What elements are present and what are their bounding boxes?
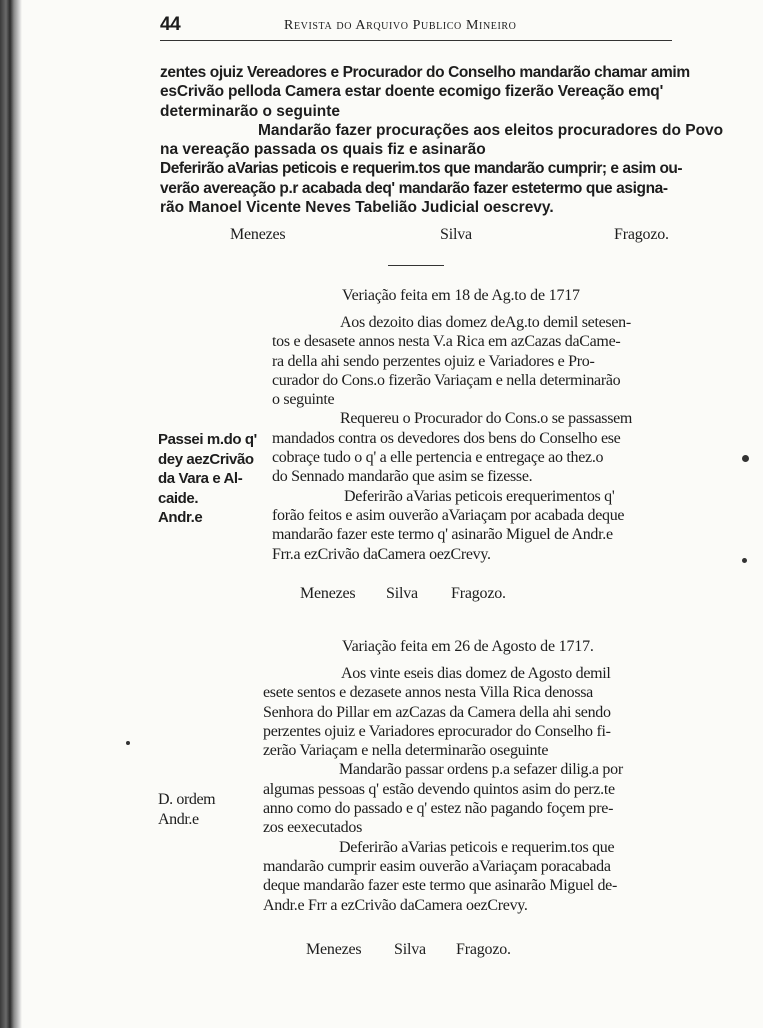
text-line: Deferirão aVarias peticois e requerim.tos que: [339, 838, 615, 856]
header-rule: [160, 40, 672, 41]
margin-note-line: D. ordem: [158, 791, 216, 808]
text-line: Frr.a ezCrivão daCamera oezCrevy.: [272, 545, 491, 563]
text-line: curador do Cons.o fizerão Variaçam e nella determinarão: [272, 371, 621, 389]
margin-note-line: Andr.e: [158, 810, 199, 828]
block1-text: [160, 63, 724, 217]
section-divider: [388, 265, 444, 266]
signature-menezes: Menezes: [300, 585, 356, 602]
text-line: zerão Variaçam e nella determinarão oseguinte: [263, 742, 549, 760]
text-line: cobraçe tudo o q' a elle pertencia e entregaçe ao thez.o: [272, 449, 604, 467]
text-line: Requereu o Procurador do Cons.o se passassem: [340, 410, 633, 428]
page-number: 44: [160, 14, 181, 35]
text-line: na vereação passada os quais fiz e asinarão: [160, 141, 486, 159]
text-line: Mandarão passar ordens p.a sefazer dilig.a por: [339, 761, 623, 779]
text-line: mandados contra os devedores dos bens do Conselho ese: [272, 429, 621, 447]
margin-note-line: Andr.e: [158, 509, 203, 526]
block2-heading: Veriação feita em 18 de Ag.to de 1717: [342, 287, 580, 304]
text-line: determinarão o seguinte: [160, 102, 341, 120]
scan-speck: [742, 455, 749, 462]
running-title: Revista do Arquivo Publico Mineiro: [284, 18, 517, 33]
text-line: Deferirão aVarias peticois e requerim.tos que mandarão cumprir; e asim ou-: [160, 160, 683, 178]
text-line: deque mandarão fazer este termo que asinarão Miguel de-: [263, 877, 617, 895]
text-line: ra della ahi sendo perzentes ojuiz e Variadores e Pro-: [272, 352, 595, 370]
text-line: forão feitos e asim ouverão aVariaçam por acabada deque: [272, 506, 625, 524]
signature-fragozo: Fragozo.: [451, 585, 506, 602]
block3-heading: Variação feita em 26 de Agosto de 1717.: [342, 638, 594, 655]
block3-text: [263, 664, 673, 915]
text-line: anno como do passado e q' estez não pagando foçem pre-: [263, 800, 614, 818]
scan-speck: [126, 741, 130, 745]
text-line: Aos vinte eseis dias domez de Agosto demil: [341, 665, 611, 682]
text-line: esete sentos e dezasete annos nesta Villa Rica denossa: [263, 684, 593, 702]
margin-note-line: Passei m.do q': [158, 431, 257, 448]
page-header: [160, 14, 670, 42]
signature-menezes: Menezes: [230, 226, 286, 243]
text-line: algumas pessoas q' estão devendo quintos asim do perz.te: [263, 780, 615, 798]
block2-text: [272, 313, 672, 564]
text-line: Andr.e Frr a ezCrivão daCamera oezCrevy.: [263, 896, 528, 914]
block2-margin-note: [158, 430, 268, 528]
signature-silva: Silva: [440, 226, 472, 243]
text-line: esCrivão pelloda Camera estar doente ecomigo fizerão Vereação emq': [160, 83, 664, 101]
text-line: mandarão cumprir easim ouverão aVariaçam poracabada: [263, 857, 611, 875]
text-line: tos e desasete annos nesta V.a Rica em azCazas daCame-: [272, 333, 621, 351]
block3-margin-note: [158, 790, 258, 829]
text-line: perzentes ojuiz e Variadores eprocurador do Conselho fi-: [263, 722, 611, 740]
signature-fragozo: Fragozo.: [614, 226, 669, 243]
text-line: do Sennado mandarão que asim se fizesse.: [272, 468, 533, 486]
signature-silva: Silva: [386, 585, 418, 602]
text-line: o seguinte: [272, 391, 335, 409]
margin-note-line: dey aezCrivão: [158, 450, 254, 468]
text-line: Aos dezoito dias domez deAg.to demil setesen-: [340, 314, 631, 331]
text-line: zentes ojuiz Vereadores e Procurador do Conselho mandarão chamar amim: [160, 64, 690, 81]
text-line: zos eexecutados: [263, 819, 363, 837]
text-line: verão avereação p.r acabada deq' mandarão fazer estetermo que asigna-: [160, 179, 668, 197]
text-line: Mandarão fazer procurações aos eleitos procuradores do Povo: [258, 121, 724, 139]
scan-speck: [742, 558, 747, 563]
signature-menezes: Menezes: [306, 941, 362, 958]
text-line: Deferirão aVarias peticois erequerimentos q': [344, 487, 615, 505]
margin-note-line: caide.: [158, 489, 199, 507]
margin-note-line: da Vara e Al-: [158, 470, 243, 487]
text-line: mandarão fazer este termo q' asinarão Miguel de Andr.e: [272, 526, 613, 544]
book-binding-edge: [0, 0, 22, 1028]
text-line: Senhora do Pillar em azCazas da Camera della ahi sendo: [263, 703, 611, 721]
signature-fragozo: Fragozo.: [456, 941, 511, 958]
text-line: rão Manoel Vicente Neves Tabelião Judicial oescrevy.: [160, 199, 554, 217]
signature-silva: Silva: [394, 941, 426, 958]
